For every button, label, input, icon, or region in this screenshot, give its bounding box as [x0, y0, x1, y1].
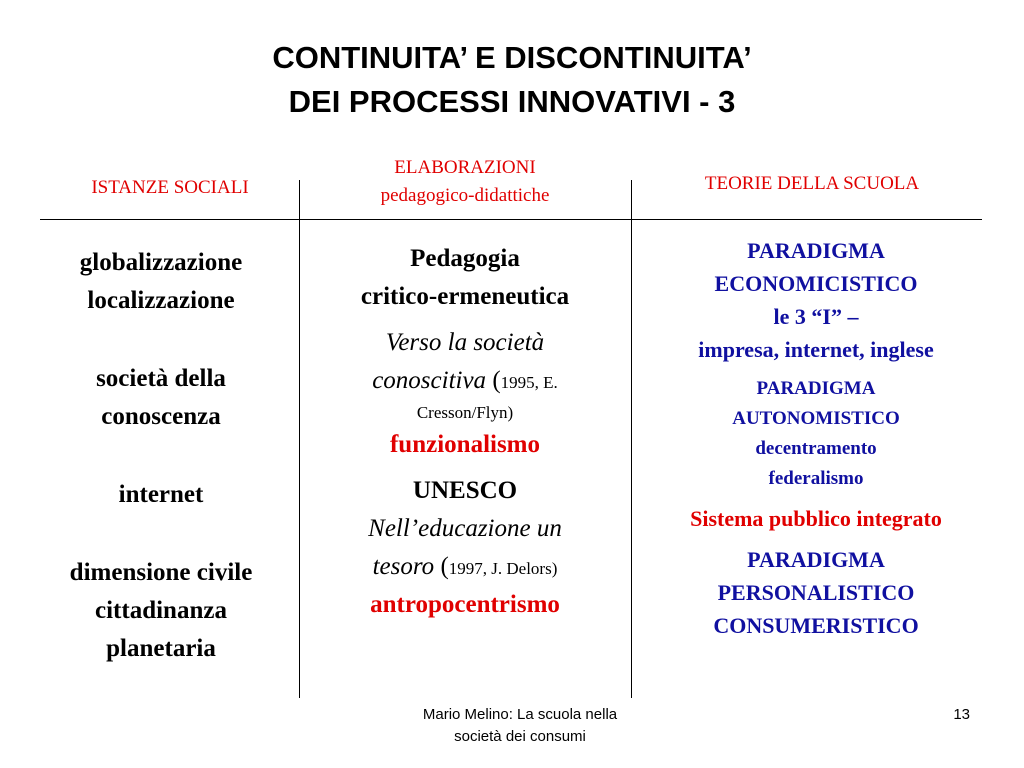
header-elaborazioni-line2: pedagogico-didattiche: [380, 185, 550, 206]
right-line: federalismo: [768, 468, 864, 489]
middle-block-unesco: [300, 472, 630, 624]
right-line: PERSONALISTICO: [717, 580, 915, 605]
right-line: le 3 “I” –: [773, 304, 859, 329]
middle-paren: (: [434, 553, 449, 580]
middle-line: [300, 548, 630, 586]
middle-line: [300, 362, 630, 400]
left-item-internet: [30, 476, 292, 514]
right-highlight-sistema: Sistema pubblico integrato: [690, 506, 942, 531]
middle-citation: 1995, E.: [500, 373, 558, 392]
header-teorie-della-scuola: TEORIE DELLA SCUOLA: [704, 173, 920, 194]
middle-line: UNESCO: [412, 477, 518, 504]
middle-block-cresson: [300, 324, 630, 464]
middle-paren: (: [486, 367, 501, 394]
keyword-antropocentrismo: antropocentrismo: [370, 591, 560, 618]
right-line: impresa, internet, inglese: [698, 337, 934, 362]
left-item-globalizzazione: [30, 244, 292, 320]
page-number: 13: [953, 706, 970, 723]
left-item-line: globalizzazione: [79, 249, 243, 276]
middle-line: Verso la società: [385, 329, 545, 356]
middle-line: Nell’educazione un: [368, 515, 562, 542]
header-elaborazioni: [300, 154, 630, 210]
left-item-line: conoscenza: [101, 403, 221, 430]
middle-italic-text: conoscitiva: [372, 367, 487, 394]
keyword-funzionalismo: funzionalismo: [389, 431, 541, 458]
column-istanze-sociali: [30, 244, 292, 668]
left-item-line: dimensione civile: [69, 559, 253, 586]
left-item-line: cittadinanza: [95, 597, 227, 624]
header-elaborazioni-line1: ELABORAZIONI: [394, 157, 536, 178]
middle-citation: 1997, J. Delors): [448, 559, 558, 578]
right-line: PARADIGMA: [756, 378, 876, 399]
header-istanze-sociali: ISTANZE SOCIALI: [91, 177, 249, 198]
slide-title: [0, 36, 1024, 124]
slide-footer: [370, 704, 670, 748]
right-line: AUTONOMISTICO: [732, 408, 900, 429]
left-item-societa-conoscenza: [30, 360, 292, 436]
middle-citation: Cresson/Flyn): [416, 403, 514, 422]
left-item-line: internet: [118, 481, 204, 508]
slide-title-line2: DEI PROCESSI INNOVATIVI - 3: [288, 84, 736, 119]
middle-block-pedagogia: [300, 240, 630, 316]
right-line: PARADIGMA: [747, 547, 885, 572]
footer-line: Mario Melino: La scuola nella: [422, 706, 618, 723]
right-line: decentramento: [755, 438, 877, 459]
right-block-personalistico: [636, 543, 996, 642]
middle-line: Pedagogia: [410, 245, 520, 272]
right-line: CONSUMERISTICO: [713, 613, 919, 638]
left-item-line: planetaria: [106, 635, 216, 662]
left-item-line: società della: [96, 365, 226, 392]
footer-line: società dei consumi: [454, 728, 586, 745]
column-elaborazioni: [300, 240, 630, 632]
right-line: PARADIGMA: [747, 238, 885, 263]
table-header-divider: [40, 219, 982, 220]
middle-italic-text: tesoro: [372, 553, 435, 580]
right-block-autonomistico: [636, 374, 996, 494]
left-item-line: localizzazione: [87, 287, 235, 314]
slide-title-line1: CONTINUITA’ E DISCONTINUITA’: [272, 40, 752, 75]
middle-line: critico-ermeneutica: [360, 283, 570, 310]
right-block-economicistico: [636, 234, 996, 366]
left-item-dimensione-civile: [30, 554, 292, 668]
column-teorie-della-scuola: [636, 234, 996, 650]
column-divider-right: [631, 180, 632, 698]
right-line: ECONOMICISTICO: [714, 271, 918, 296]
